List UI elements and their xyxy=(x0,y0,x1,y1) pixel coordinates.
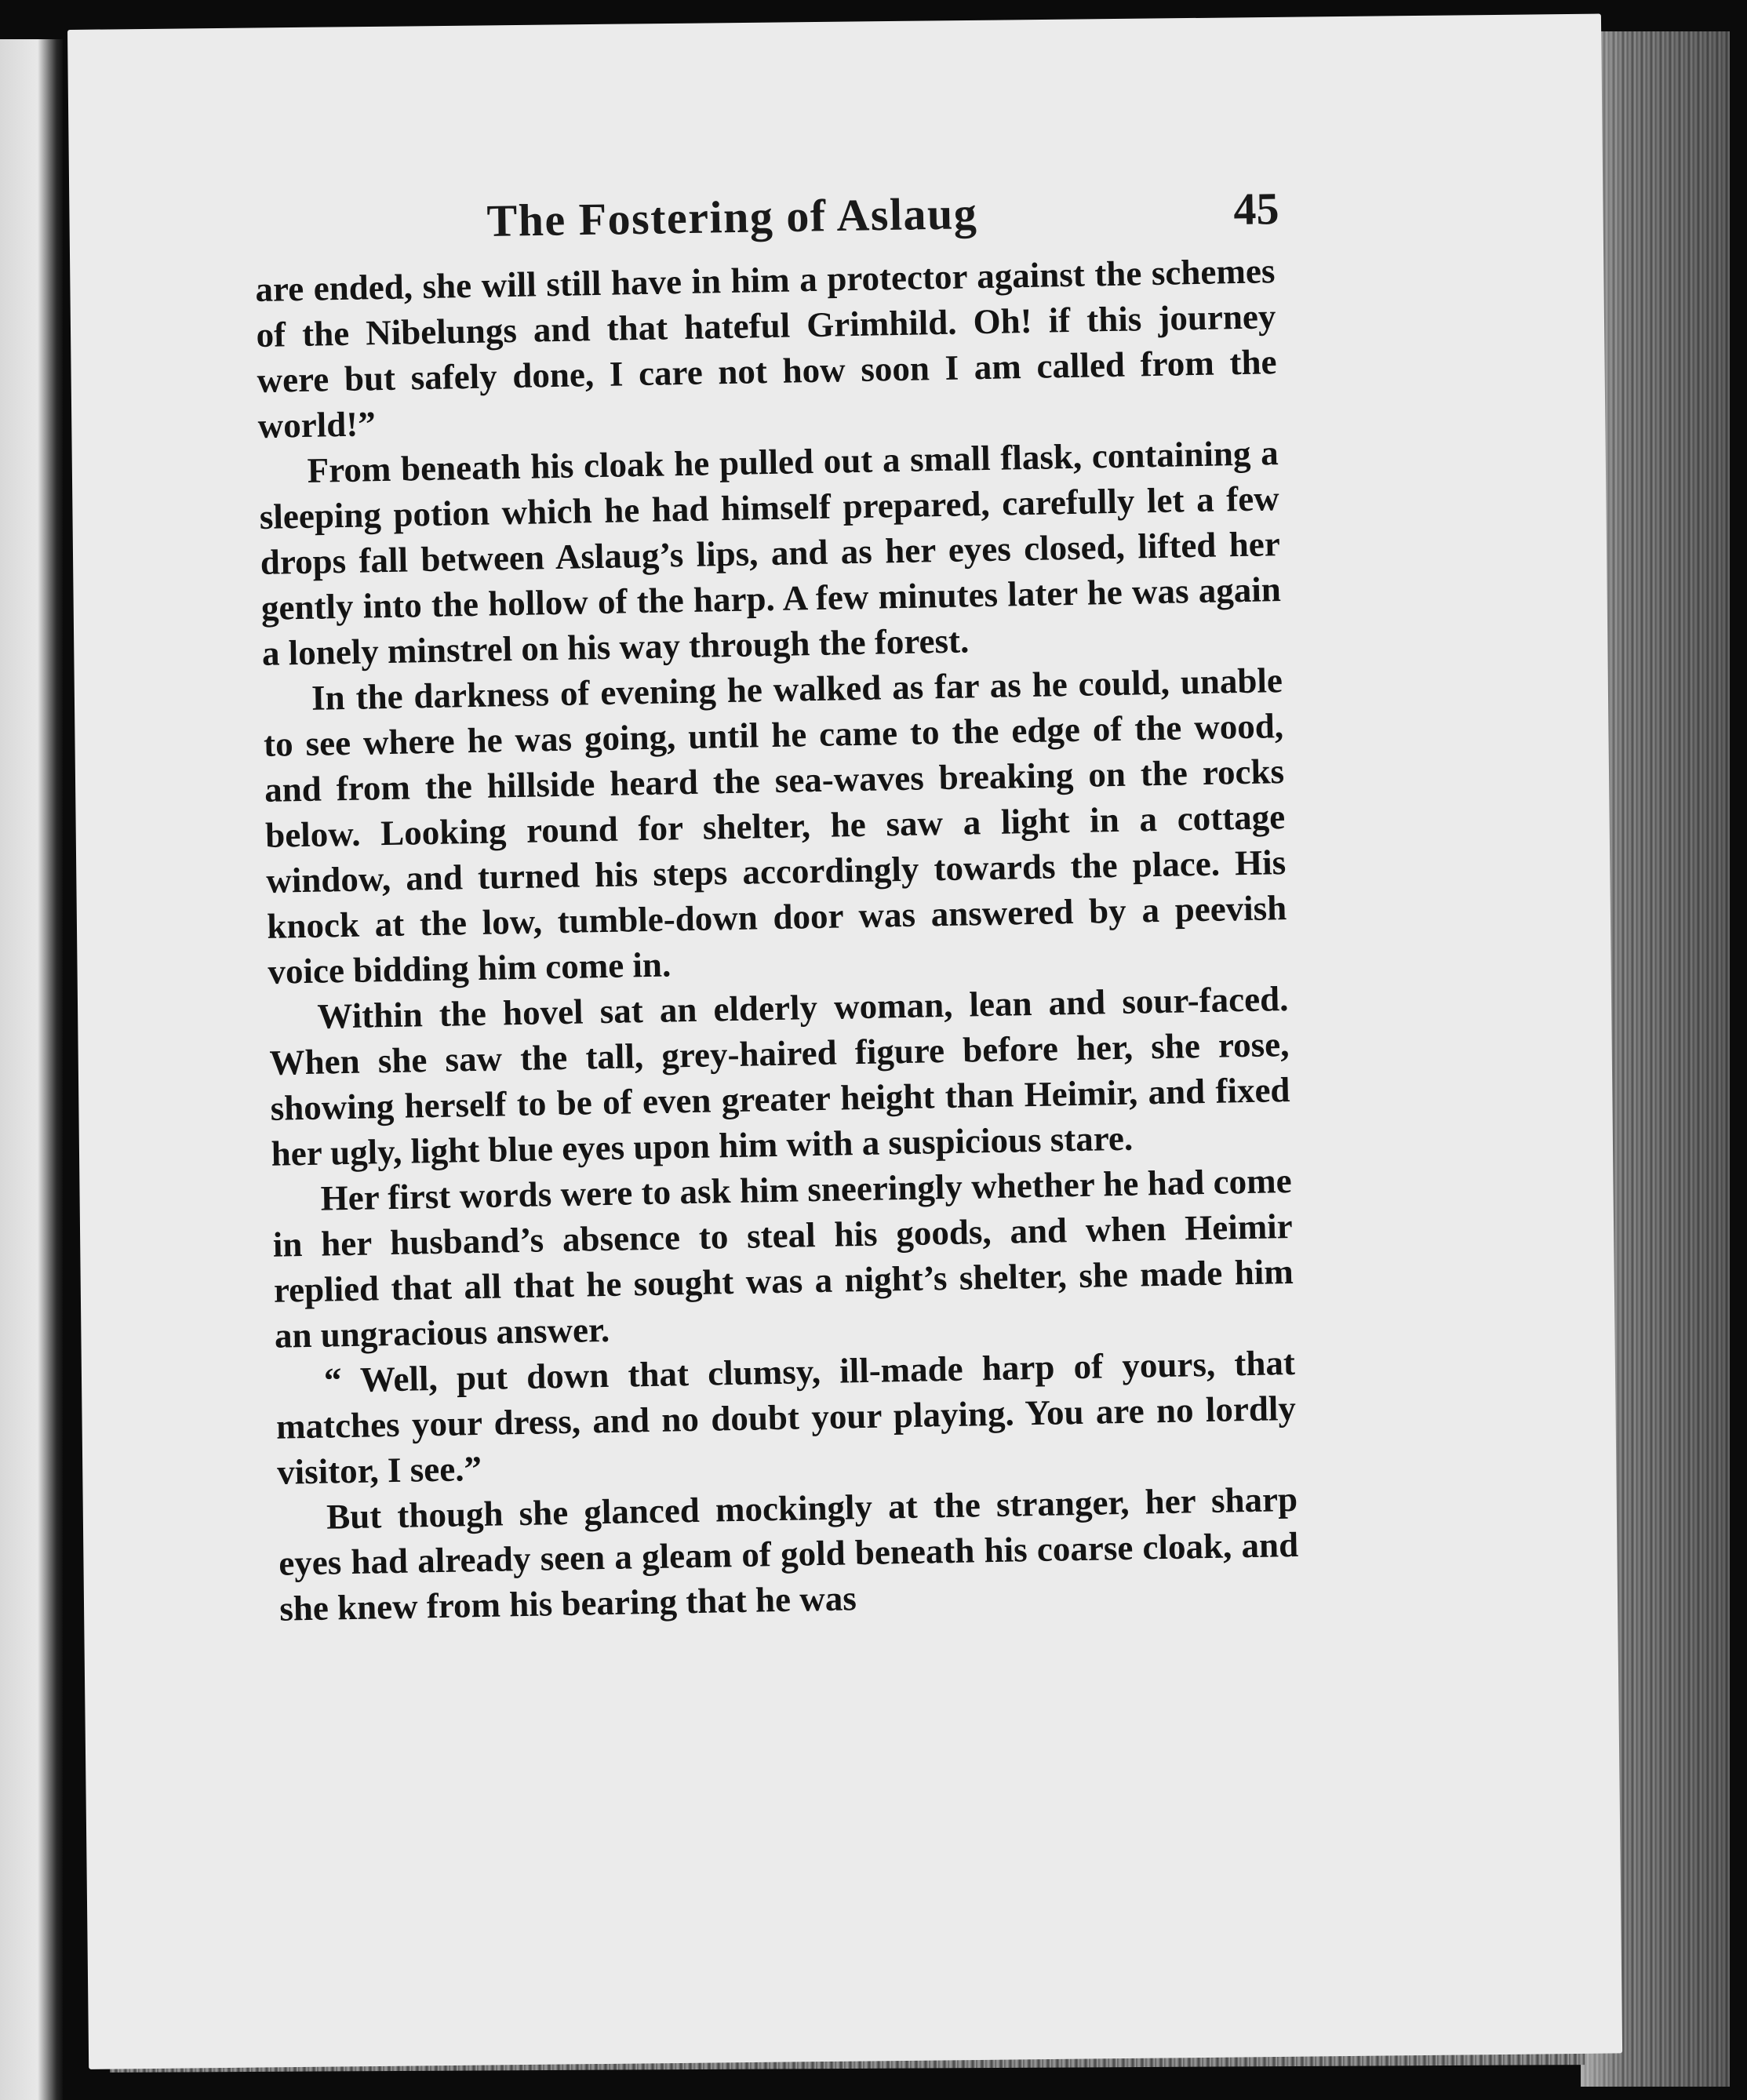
page-number: 45 xyxy=(1232,183,1279,235)
facing-page-edge xyxy=(0,39,63,2100)
paragraph: Within the hovel sat an elderly woman, lean and sour-faced. When she saw the tall, grey-haired figure before her, she rose, showing herself to be of even greater height than Heimir, and fixed her ugly, light blue eyes upon him with a suspicious stare. xyxy=(269,979,1290,1174)
paragraph: “ Well, put down that clumsy, ill-made harp of yours, that matches your dress, and no doubt your playing. You are no lordly visitor, I see.” xyxy=(275,1342,1297,1492)
body-text xyxy=(255,248,1300,1632)
page-header xyxy=(486,182,1279,257)
paragraph: In the darkness of evening he walked as far as he could, unable to see where he was going, until he came to the edge of the wood, and from the hillside heard the sea-waves breaking on the rocks below. Looking round for shelter, he saw a light in a cottage window, and turned his steps accordingly towards the place. His knock at the low, tumble-down door was answered by a peevish voice bidding him come in. xyxy=(263,661,1287,992)
paragraph-continued: are ended, she will still have in him a protector against the schemes of the Nibelungs and that hateful Grimhild. Oh! if this journey were but safely done, I care not how soon I am called from the world!” xyxy=(255,251,1277,446)
running-title: The Fostering of Aslaug xyxy=(486,187,978,246)
paragraph: Her first words were to ask him sneeringly whether he had come in her husband’s absence to steal his goods, and when Heimir replied that all that he sought was a night’s shelter, she made him an ungracious answer. xyxy=(272,1160,1294,1356)
paragraph: From beneath his cloak he pulled out a small flask, containing a sleeping potion which he had himself prepared, carefully let a few drops fall between Aslaug’s lips, and as her eyes closed, lifted her gently into the hollow of the harp. A few minutes later he was again a lonely minstrel on his way through the forest. xyxy=(259,433,1282,673)
paragraph: But though she glanced mockingly at the stranger, her sharp eyes had already seen a gleam of gold beneath his coarse cloak, and she knew from his bearing that he was xyxy=(278,1479,1299,1629)
